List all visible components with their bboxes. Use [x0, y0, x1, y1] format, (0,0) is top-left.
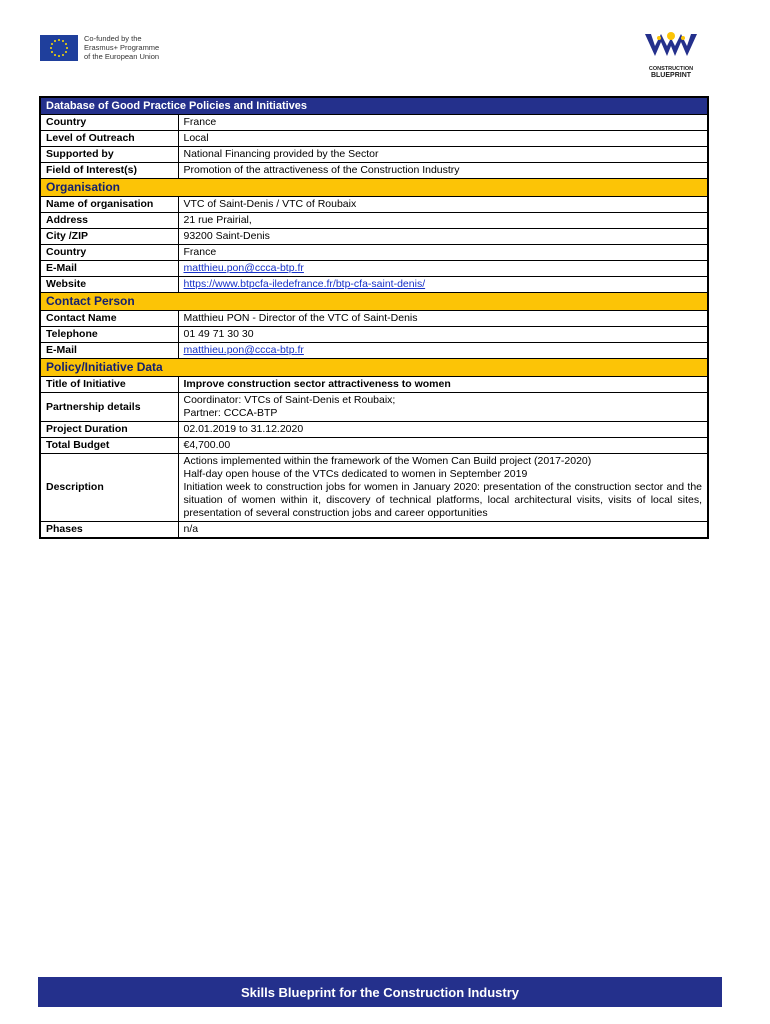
table-row — [40, 213, 708, 229]
contact-email-link[interactable]: matthieu.pon@ccca-btp.fr — [183, 344, 304, 356]
footer-banner — [38, 977, 722, 1007]
row-label: City /ZIP — [40, 229, 178, 245]
organisation-website-link[interactable]: https://www.btpcfa-iledefrance.fr/btp-cfa-saint-denis/ — [183, 278, 426, 290]
row-value: Promotion of the attractiveness of the Construction Industry — [178, 163, 708, 179]
row-value — [178, 454, 708, 522]
table-row — [40, 131, 708, 147]
row-value: VTC of Saint-Denis / VTC of Roubaix — [178, 197, 708, 213]
row-label: Phases — [40, 522, 178, 539]
partnership-line: Partner: CCCA-BTP — [183, 407, 278, 419]
partnership-line: Coordinator: VTCs of Saint-Denis et Roubaix; — [183, 394, 396, 406]
table-row — [40, 311, 708, 327]
row-label: E-Mail — [40, 261, 178, 277]
eu-text-line: Erasmus+ Programme — [84, 43, 160, 52]
row-label: Title of Initiative — [40, 377, 178, 393]
section-header-organisation — [40, 179, 708, 197]
row-value: 01 49 71 30 30 — [178, 327, 708, 343]
row-label: Contact Name — [40, 311, 178, 327]
row-label: Telephone — [40, 327, 178, 343]
row-value: €4,700.00 — [178, 438, 708, 454]
row-label: Field of Interest(s) — [40, 163, 178, 179]
row-value: n/a — [178, 522, 708, 539]
organisation-email-link[interactable]: matthieu.pon@ccca-btp.fr — [183, 262, 304, 274]
table-title: Database of Good Practice Policies and Initiatives — [40, 97, 708, 115]
logo-text-line: BLUEPRINT — [650, 72, 692, 79]
row-label: Country — [40, 245, 178, 261]
table-row — [40, 163, 708, 179]
table-title-row — [40, 97, 708, 115]
section-header-contact — [40, 293, 708, 311]
good-practice-table — [39, 96, 709, 539]
description-line: Actions implemented within the framework of the Women Can Build project (2017-2020) — [183, 455, 592, 467]
row-value: National Financing provided by the Sector — [178, 147, 708, 163]
row-value: 21 rue Prairial, — [178, 213, 708, 229]
table-row — [40, 229, 708, 245]
section-title: Contact Person — [40, 293, 708, 311]
section-title: Organisation — [40, 179, 708, 197]
row-label: Partnership details — [40, 393, 178, 422]
row-value: 93200 Saint-Denis — [178, 229, 708, 245]
section-title: Policy/Initiative Data — [40, 359, 708, 377]
row-label: Website — [40, 277, 178, 293]
row-value: 02.01.2019 to 31.12.2020 — [178, 422, 708, 438]
table-row — [40, 522, 708, 539]
row-label: Supported by — [40, 147, 178, 163]
row-value: France — [178, 245, 708, 261]
construction-blueprint-logo — [643, 30, 699, 79]
table-row — [40, 327, 708, 343]
row-value: Matthieu PON - Director of the VTC of Saint-Denis — [178, 311, 708, 327]
blueprint-mark-icon — [643, 30, 699, 60]
table-row — [40, 422, 708, 438]
row-label: Project Duration — [40, 422, 178, 438]
description-line: Half-day open house of the VTCs dedicated to women in September 2019 — [183, 468, 528, 480]
logo-text-line: CONSTRUCTION — [648, 66, 694, 72]
table-row — [40, 261, 708, 277]
table-row — [40, 147, 708, 163]
row-value: Local — [178, 131, 708, 147]
row-label: Name of organisation — [40, 197, 178, 213]
table-row — [40, 454, 708, 522]
row-value — [178, 393, 708, 422]
table-row — [40, 245, 708, 261]
table-row — [40, 393, 708, 422]
eu-flag-icon — [40, 35, 78, 61]
table-row — [40, 115, 708, 131]
eu-cofunding-text — [84, 34, 159, 61]
eu-cofunding-logo — [40, 34, 159, 61]
row-label: Description — [40, 454, 178, 522]
row-label: Level of Outreach — [40, 131, 178, 147]
row-label: Country — [40, 115, 178, 131]
row-label: Total Budget — [40, 438, 178, 454]
table-row — [40, 343, 708, 359]
table-row — [40, 377, 708, 393]
row-value: Improve construction sector attractiveness to women — [178, 377, 708, 393]
eu-text-line: Co-funded by the — [84, 34, 142, 43]
footer-text: Skills Blueprint for the Construction Industry — [240, 984, 520, 1000]
eu-text-line: of the European Union — [84, 52, 160, 61]
description-line: Initiation week to construction jobs for women in January 2020: presentation of the construction sector and the situation of women within it, discovery of technical platforms, local architectural visits, visits of local sites, presentation of several construction jobs and career opportunities — [183, 481, 702, 519]
table-row — [40, 277, 708, 293]
table-row — [40, 438, 708, 454]
row-label: E-Mail — [40, 343, 178, 359]
table-row — [40, 197, 708, 213]
section-header-policy — [40, 359, 708, 377]
row-value: France — [178, 115, 708, 131]
row-label: Address — [40, 213, 178, 229]
